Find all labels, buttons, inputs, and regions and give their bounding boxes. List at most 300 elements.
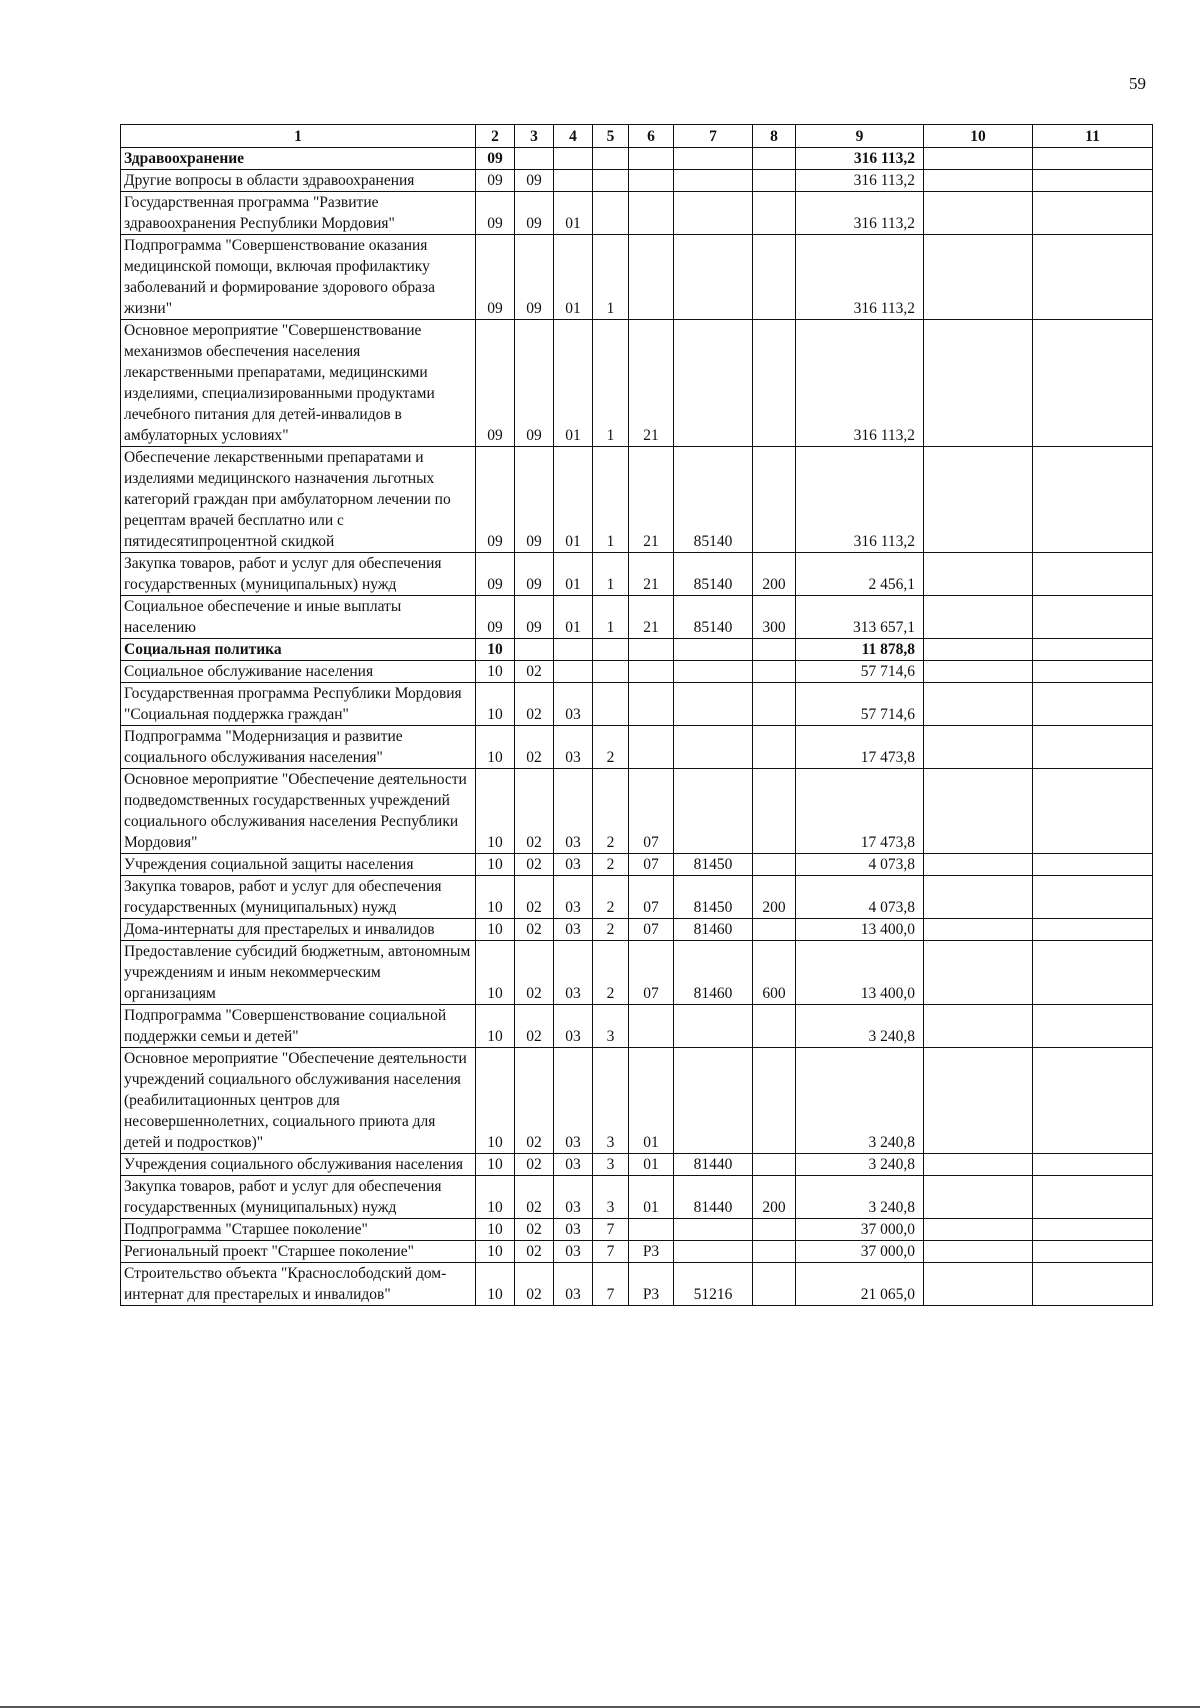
- expense-type-code: 200: [753, 553, 796, 596]
- section-code: 10: [476, 941, 515, 1005]
- table-row: [121, 1263, 1153, 1306]
- amount-cell: 316 113,2: [796, 320, 924, 447]
- program-code: [554, 170, 593, 192]
- direction-code: [674, 769, 753, 854]
- row-name: Подпрограмма "Старшее поколение": [121, 1219, 476, 1241]
- subsection-code: 02: [515, 919, 554, 941]
- amount-cell: 13 400,0: [796, 941, 924, 1005]
- column-11-cell: [1033, 553, 1153, 596]
- program-code: 01: [554, 320, 593, 447]
- direction-code: 81440: [674, 1154, 753, 1176]
- expense-type-code: [753, 170, 796, 192]
- expense-type-code: [753, 1263, 796, 1306]
- direction-code: 85140: [674, 553, 753, 596]
- column-11-cell: [1033, 1154, 1153, 1176]
- table-row: [121, 148, 1153, 170]
- subsection-code: 02: [515, 1005, 554, 1048]
- subsection-code: 09: [515, 320, 554, 447]
- column-10-cell: [924, 1048, 1033, 1154]
- measure-code: [629, 683, 674, 726]
- section-code: 10: [476, 919, 515, 941]
- direction-code: 81440: [674, 1176, 753, 1219]
- amount-cell: 17 473,8: [796, 726, 924, 769]
- direction-code: [674, 1219, 753, 1241]
- column-10-cell: [924, 1219, 1033, 1241]
- program-code: [554, 661, 593, 683]
- expense-type-code: 200: [753, 1176, 796, 1219]
- section-code: 10: [476, 1048, 515, 1154]
- column-11-cell: [1033, 320, 1153, 447]
- section-code: 10: [476, 1176, 515, 1219]
- measure-code: 01: [629, 1048, 674, 1154]
- column-11-cell: [1033, 170, 1153, 192]
- expense-type-code: 200: [753, 876, 796, 919]
- measure-code: [629, 1005, 674, 1048]
- direction-code: 81460: [674, 941, 753, 1005]
- amount-cell: 11 878,8: [796, 639, 924, 661]
- amount-cell: 316 113,2: [796, 447, 924, 553]
- subprogram-code: 1: [593, 447, 629, 553]
- column-header: 2: [476, 125, 515, 148]
- subsection-code: [515, 639, 554, 661]
- direction-code: [674, 726, 753, 769]
- column-10-cell: [924, 170, 1033, 192]
- row-name: Учреждения социального обслуживания населения: [121, 1154, 476, 1176]
- measure-code: [629, 639, 674, 661]
- direction-code: [674, 683, 753, 726]
- amount-cell: 21 065,0: [796, 1263, 924, 1306]
- subsection-code: 09: [515, 192, 554, 235]
- measure-code: 01: [629, 1154, 674, 1176]
- row-name: Подпрограмма "Совершенствование социальной поддержки семьи и детей": [121, 1005, 476, 1048]
- column-10-cell: [924, 1154, 1033, 1176]
- amount-cell: 316 113,2: [796, 170, 924, 192]
- expense-type-code: [753, 148, 796, 170]
- expense-type-code: [753, 1048, 796, 1154]
- subprogram-code: [593, 148, 629, 170]
- table-row: [121, 919, 1153, 941]
- section-code: 10: [476, 1241, 515, 1263]
- subprogram-code: 3: [593, 1176, 629, 1219]
- subprogram-code: 1: [593, 553, 629, 596]
- row-name: Основное мероприятие "Обеспечение деятельности подведомственных государственных учреждений социального обслуживания населения Республики Мордовия": [121, 769, 476, 854]
- measure-code: 07: [629, 769, 674, 854]
- table-row: [121, 941, 1153, 1005]
- expense-type-code: [753, 919, 796, 941]
- expense-type-code: [753, 1005, 796, 1048]
- subprogram-code: 7: [593, 1263, 629, 1306]
- section-code: 09: [476, 320, 515, 447]
- subprogram-code: 2: [593, 769, 629, 854]
- amount-cell: 3 240,8: [796, 1005, 924, 1048]
- column-10-cell: [924, 596, 1033, 639]
- column-10-cell: [924, 235, 1033, 320]
- expense-type-code: [753, 1241, 796, 1263]
- expense-type-code: 300: [753, 596, 796, 639]
- column-header: 3: [515, 125, 554, 148]
- column-header: 4: [554, 125, 593, 148]
- column-10-cell: [924, 639, 1033, 661]
- measure-code: P3: [629, 1263, 674, 1306]
- amount-cell: 57 714,6: [796, 683, 924, 726]
- table-row: [121, 1154, 1153, 1176]
- expense-type-code: [753, 661, 796, 683]
- amount-cell: 4 073,8: [796, 876, 924, 919]
- column-header: 5: [593, 125, 629, 148]
- table-row: [121, 1176, 1153, 1219]
- amount-cell: 3 240,8: [796, 1048, 924, 1154]
- column-10-cell: [924, 683, 1033, 726]
- subsection-code: 02: [515, 726, 554, 769]
- table-body: [121, 148, 1153, 1306]
- program-code: 01: [554, 235, 593, 320]
- amount-cell: 37 000,0: [796, 1241, 924, 1263]
- row-name: Государственная программа Республики Мордовия "Социальная поддержка граждан": [121, 683, 476, 726]
- page-number: 59: [1129, 74, 1146, 93]
- subprogram-code: 3: [593, 1154, 629, 1176]
- direction-code: [674, 320, 753, 447]
- section-code: 09: [476, 553, 515, 596]
- program-code: [554, 148, 593, 170]
- subprogram-code: 2: [593, 919, 629, 941]
- subprogram-code: 1: [593, 320, 629, 447]
- expense-type-code: [753, 192, 796, 235]
- amount-cell: 3 240,8: [796, 1176, 924, 1219]
- section-code: 09: [476, 192, 515, 235]
- amount-cell: 2 456,1: [796, 553, 924, 596]
- column-10-cell: [924, 1005, 1033, 1048]
- table-row: [121, 1241, 1153, 1263]
- amount-cell: 13 400,0: [796, 919, 924, 941]
- section-code: 10: [476, 726, 515, 769]
- column-header: 6: [629, 125, 674, 148]
- section-code: 09: [476, 447, 515, 553]
- table-row: [121, 1219, 1153, 1241]
- section-code: 10: [476, 1005, 515, 1048]
- subprogram-code: 3: [593, 1048, 629, 1154]
- table-row: [121, 553, 1153, 596]
- subsection-code: 02: [515, 1048, 554, 1154]
- measure-code: 07: [629, 941, 674, 1005]
- measure-code: 21: [629, 596, 674, 639]
- program-code: [554, 639, 593, 661]
- table-row: [121, 170, 1153, 192]
- row-name: Региональный проект "Старшее поколение": [121, 1241, 476, 1263]
- row-name: Другие вопросы в области здравоохранения: [121, 170, 476, 192]
- expense-type-code: [753, 854, 796, 876]
- direction-code: [674, 1005, 753, 1048]
- column-11-cell: [1033, 1176, 1153, 1219]
- measure-code: [629, 235, 674, 320]
- amount-cell: 3 240,8: [796, 1154, 924, 1176]
- table-row: [121, 639, 1153, 661]
- column-11-cell: [1033, 639, 1153, 661]
- expense-type-code: [753, 1154, 796, 1176]
- table-row: [121, 192, 1153, 235]
- program-code: 03: [554, 769, 593, 854]
- subprogram-code: [593, 192, 629, 235]
- subprogram-code: 7: [593, 1241, 629, 1263]
- subsection-code: 09: [515, 447, 554, 553]
- subsection-code: 02: [515, 941, 554, 1005]
- program-code: 03: [554, 919, 593, 941]
- program-code: 03: [554, 854, 593, 876]
- subsection-code: 02: [515, 683, 554, 726]
- program-code: 03: [554, 1176, 593, 1219]
- expense-type-code: [753, 1219, 796, 1241]
- program-code: 01: [554, 192, 593, 235]
- section-code: 09: [476, 596, 515, 639]
- budget-table: [120, 124, 1153, 1306]
- column-11-cell: [1033, 661, 1153, 683]
- subprogram-code: [593, 170, 629, 192]
- subprogram-code: 2: [593, 854, 629, 876]
- table-row: [121, 769, 1153, 854]
- section-code: 10: [476, 1219, 515, 1241]
- subsection-code: 02: [515, 661, 554, 683]
- section-code: 09: [476, 148, 515, 170]
- measure-code: 21: [629, 553, 674, 596]
- program-code: 03: [554, 1048, 593, 1154]
- row-name: Закупка товаров, работ и услуг для обеспечения государственных (муниципальных) нужд: [121, 876, 476, 919]
- subsection-code: 09: [515, 235, 554, 320]
- section-code: 09: [476, 235, 515, 320]
- program-code: 01: [554, 447, 593, 553]
- table-row: [121, 683, 1153, 726]
- subprogram-code: [593, 639, 629, 661]
- measure-code: [629, 1219, 674, 1241]
- program-code: 01: [554, 553, 593, 596]
- column-11-cell: [1033, 726, 1153, 769]
- column-10-cell: [924, 1176, 1033, 1219]
- subsection-code: 02: [515, 1154, 554, 1176]
- subprogram-code: 1: [593, 596, 629, 639]
- subsection-code: 02: [515, 1176, 554, 1219]
- table-row: [121, 320, 1153, 447]
- column-11-cell: [1033, 769, 1153, 854]
- expense-type-code: [753, 769, 796, 854]
- column-11-cell: [1033, 1005, 1153, 1048]
- program-code: 03: [554, 683, 593, 726]
- column-10-cell: [924, 726, 1033, 769]
- column-10-cell: [924, 320, 1033, 447]
- column-11-cell: [1033, 876, 1153, 919]
- subprogram-code: 3: [593, 1005, 629, 1048]
- column-header: 1: [121, 125, 476, 148]
- section-code: 09: [476, 170, 515, 192]
- row-name: Дома-интернаты для престарелых и инвалидов: [121, 919, 476, 941]
- expense-type-code: [753, 320, 796, 447]
- subprogram-code: 2: [593, 726, 629, 769]
- measure-code: [629, 726, 674, 769]
- column-11-cell: [1033, 1263, 1153, 1306]
- measure-code: 21: [629, 447, 674, 553]
- measure-code: [629, 661, 674, 683]
- subsection-code: 09: [515, 596, 554, 639]
- expense-type-code: [753, 235, 796, 320]
- column-10-cell: [924, 854, 1033, 876]
- column-10-cell: [924, 876, 1033, 919]
- column-10-cell: [924, 192, 1033, 235]
- row-name: Социальное обслуживание населения: [121, 661, 476, 683]
- measure-code: 07: [629, 919, 674, 941]
- program-code: 03: [554, 1263, 593, 1306]
- subprogram-code: [593, 683, 629, 726]
- table-row: [121, 876, 1153, 919]
- subprogram-code: 2: [593, 941, 629, 1005]
- direction-code: [674, 1241, 753, 1263]
- column-11-cell: [1033, 1219, 1153, 1241]
- section-code: 10: [476, 661, 515, 683]
- subsection-code: 02: [515, 1219, 554, 1241]
- amount-cell: 17 473,8: [796, 769, 924, 854]
- row-name: Подпрограмма "Совершенствование оказания медицинской помощи, включая профилактику заболеваний и формирование здорового образа жизни": [121, 235, 476, 320]
- subsection-code: 02: [515, 1263, 554, 1306]
- column-header: 11: [1033, 125, 1153, 148]
- amount-cell: 4 073,8: [796, 854, 924, 876]
- expense-type-code: 600: [753, 941, 796, 1005]
- row-name: Государственная программа "Развитие здравоохранения Республики Мордовия": [121, 192, 476, 235]
- row-name: Закупка товаров, работ и услуг для обеспечения государственных (муниципальных) нужд: [121, 553, 476, 596]
- subsection-code: [515, 148, 554, 170]
- direction-code: [674, 192, 753, 235]
- column-11-cell: [1033, 235, 1153, 320]
- subprogram-code: 1: [593, 235, 629, 320]
- expense-type-code: [753, 447, 796, 553]
- column-header: 8: [753, 125, 796, 148]
- row-name: Основное мероприятие "Совершенствование механизмов обеспечения населения лекарственными препаратами, медицинскими изделиями, специализированными продуктами лечебного питания для детей-инвалидов в амбулаторных условиях": [121, 320, 476, 447]
- direction-code: 51216: [674, 1263, 753, 1306]
- amount-cell: 316 113,2: [796, 192, 924, 235]
- direction-code: 81450: [674, 854, 753, 876]
- column-10-cell: [924, 553, 1033, 596]
- program-code: 03: [554, 1005, 593, 1048]
- table-row: [121, 1005, 1153, 1048]
- subsection-code: 02: [515, 769, 554, 854]
- direction-code: [674, 1048, 753, 1154]
- column-10-cell: [924, 1241, 1033, 1263]
- amount-cell: 37 000,0: [796, 1219, 924, 1241]
- subsection-code: 09: [515, 170, 554, 192]
- program-code: 03: [554, 726, 593, 769]
- measure-code: [629, 148, 674, 170]
- subprogram-code: 2: [593, 876, 629, 919]
- amount-cell: 316 113,2: [796, 148, 924, 170]
- program-code: 03: [554, 876, 593, 919]
- table-row: [121, 596, 1153, 639]
- direction-code: [674, 170, 753, 192]
- table-row: [121, 1048, 1153, 1154]
- measure-code: [629, 192, 674, 235]
- table-row: [121, 726, 1153, 769]
- column-10-cell: [924, 661, 1033, 683]
- amount-cell: 313 657,1: [796, 596, 924, 639]
- amount-cell: 316 113,2: [796, 235, 924, 320]
- section-code: 10: [476, 1263, 515, 1306]
- table-row: [121, 854, 1153, 876]
- row-name: Строительство объекта "Краснослободский дом-интернат для престарелых и инвалидов": [121, 1263, 476, 1306]
- program-code: 03: [554, 1241, 593, 1263]
- row-name: Основное мероприятие "Обеспечение деятельности учреждений социального обслуживания населения (реабилитационных центров для несовершеннолетних, социального приюта для детей и подростков)": [121, 1048, 476, 1154]
- table-row: [121, 661, 1153, 683]
- measure-code: 07: [629, 854, 674, 876]
- row-name: Закупка товаров, работ и услуг для обеспечения государственных (муниципальных) нужд: [121, 1176, 476, 1219]
- column-11-cell: [1033, 192, 1153, 235]
- row-name: Обеспечение лекарственными препаратами и изделиями медицинского назначения льготных категорий граждан при амбулаторном лечении по рецептам врачей бесплатно или с пятидесятипроцентной скидкой: [121, 447, 476, 553]
- column-11-cell: [1033, 854, 1153, 876]
- column-11-cell: [1033, 683, 1153, 726]
- section-code: 10: [476, 876, 515, 919]
- section-code: 10: [476, 639, 515, 661]
- table-row: [121, 235, 1153, 320]
- column-header: 9: [796, 125, 924, 148]
- subsection-code: 02: [515, 876, 554, 919]
- direction-code: 85140: [674, 447, 753, 553]
- expense-type-code: [753, 726, 796, 769]
- program-code: 01: [554, 596, 593, 639]
- row-name: Учреждения социальной защиты населения: [121, 854, 476, 876]
- direction-code: [674, 235, 753, 320]
- column-10-cell: [924, 148, 1033, 170]
- column-10-cell: [924, 769, 1033, 854]
- column-11-cell: [1033, 447, 1153, 553]
- column-header: 10: [924, 125, 1033, 148]
- direction-code: 81450: [674, 876, 753, 919]
- section-code: 10: [476, 1154, 515, 1176]
- expense-type-code: [753, 639, 796, 661]
- direction-code: 81460: [674, 919, 753, 941]
- column-10-cell: [924, 941, 1033, 1005]
- column-11-cell: [1033, 1241, 1153, 1263]
- section-code: 10: [476, 683, 515, 726]
- column-11-cell: [1033, 919, 1153, 941]
- expense-type-code: [753, 683, 796, 726]
- column-11-cell: [1033, 596, 1153, 639]
- direction-code: 85140: [674, 596, 753, 639]
- row-name: Социальное обеспечение и иные выплаты населению: [121, 596, 476, 639]
- row-name: Здравоохранение: [121, 148, 476, 170]
- program-code: 03: [554, 941, 593, 1005]
- program-code: 03: [554, 1219, 593, 1241]
- measure-code: [629, 170, 674, 192]
- column-10-cell: [924, 919, 1033, 941]
- section-code: 10: [476, 769, 515, 854]
- column-11-cell: [1033, 1048, 1153, 1154]
- column-11-cell: [1033, 148, 1153, 170]
- direction-code: [674, 148, 753, 170]
- subsection-code: 09: [515, 553, 554, 596]
- row-name: Социальная политика: [121, 639, 476, 661]
- subsection-code: 02: [515, 854, 554, 876]
- direction-code: [674, 639, 753, 661]
- section-code: 10: [476, 854, 515, 876]
- column-10-cell: [924, 1263, 1033, 1306]
- row-name: Предоставление субсидий бюджетным, автономным учреждениям и иным некоммерческим организациям: [121, 941, 476, 1005]
- amount-cell: 57 714,6: [796, 661, 924, 683]
- column-11-cell: [1033, 941, 1153, 1005]
- measure-code: P3: [629, 1241, 674, 1263]
- direction-code: [674, 661, 753, 683]
- column-header: 7: [674, 125, 753, 148]
- row-name: Подпрограмма "Модернизация и развитие социального обслуживания населения": [121, 726, 476, 769]
- measure-code: 07: [629, 876, 674, 919]
- table-header-row: [121, 125, 1153, 148]
- measure-code: 01: [629, 1176, 674, 1219]
- subprogram-code: [593, 661, 629, 683]
- program-code: 03: [554, 1154, 593, 1176]
- subsection-code: 02: [515, 1241, 554, 1263]
- measure-code: 21: [629, 320, 674, 447]
